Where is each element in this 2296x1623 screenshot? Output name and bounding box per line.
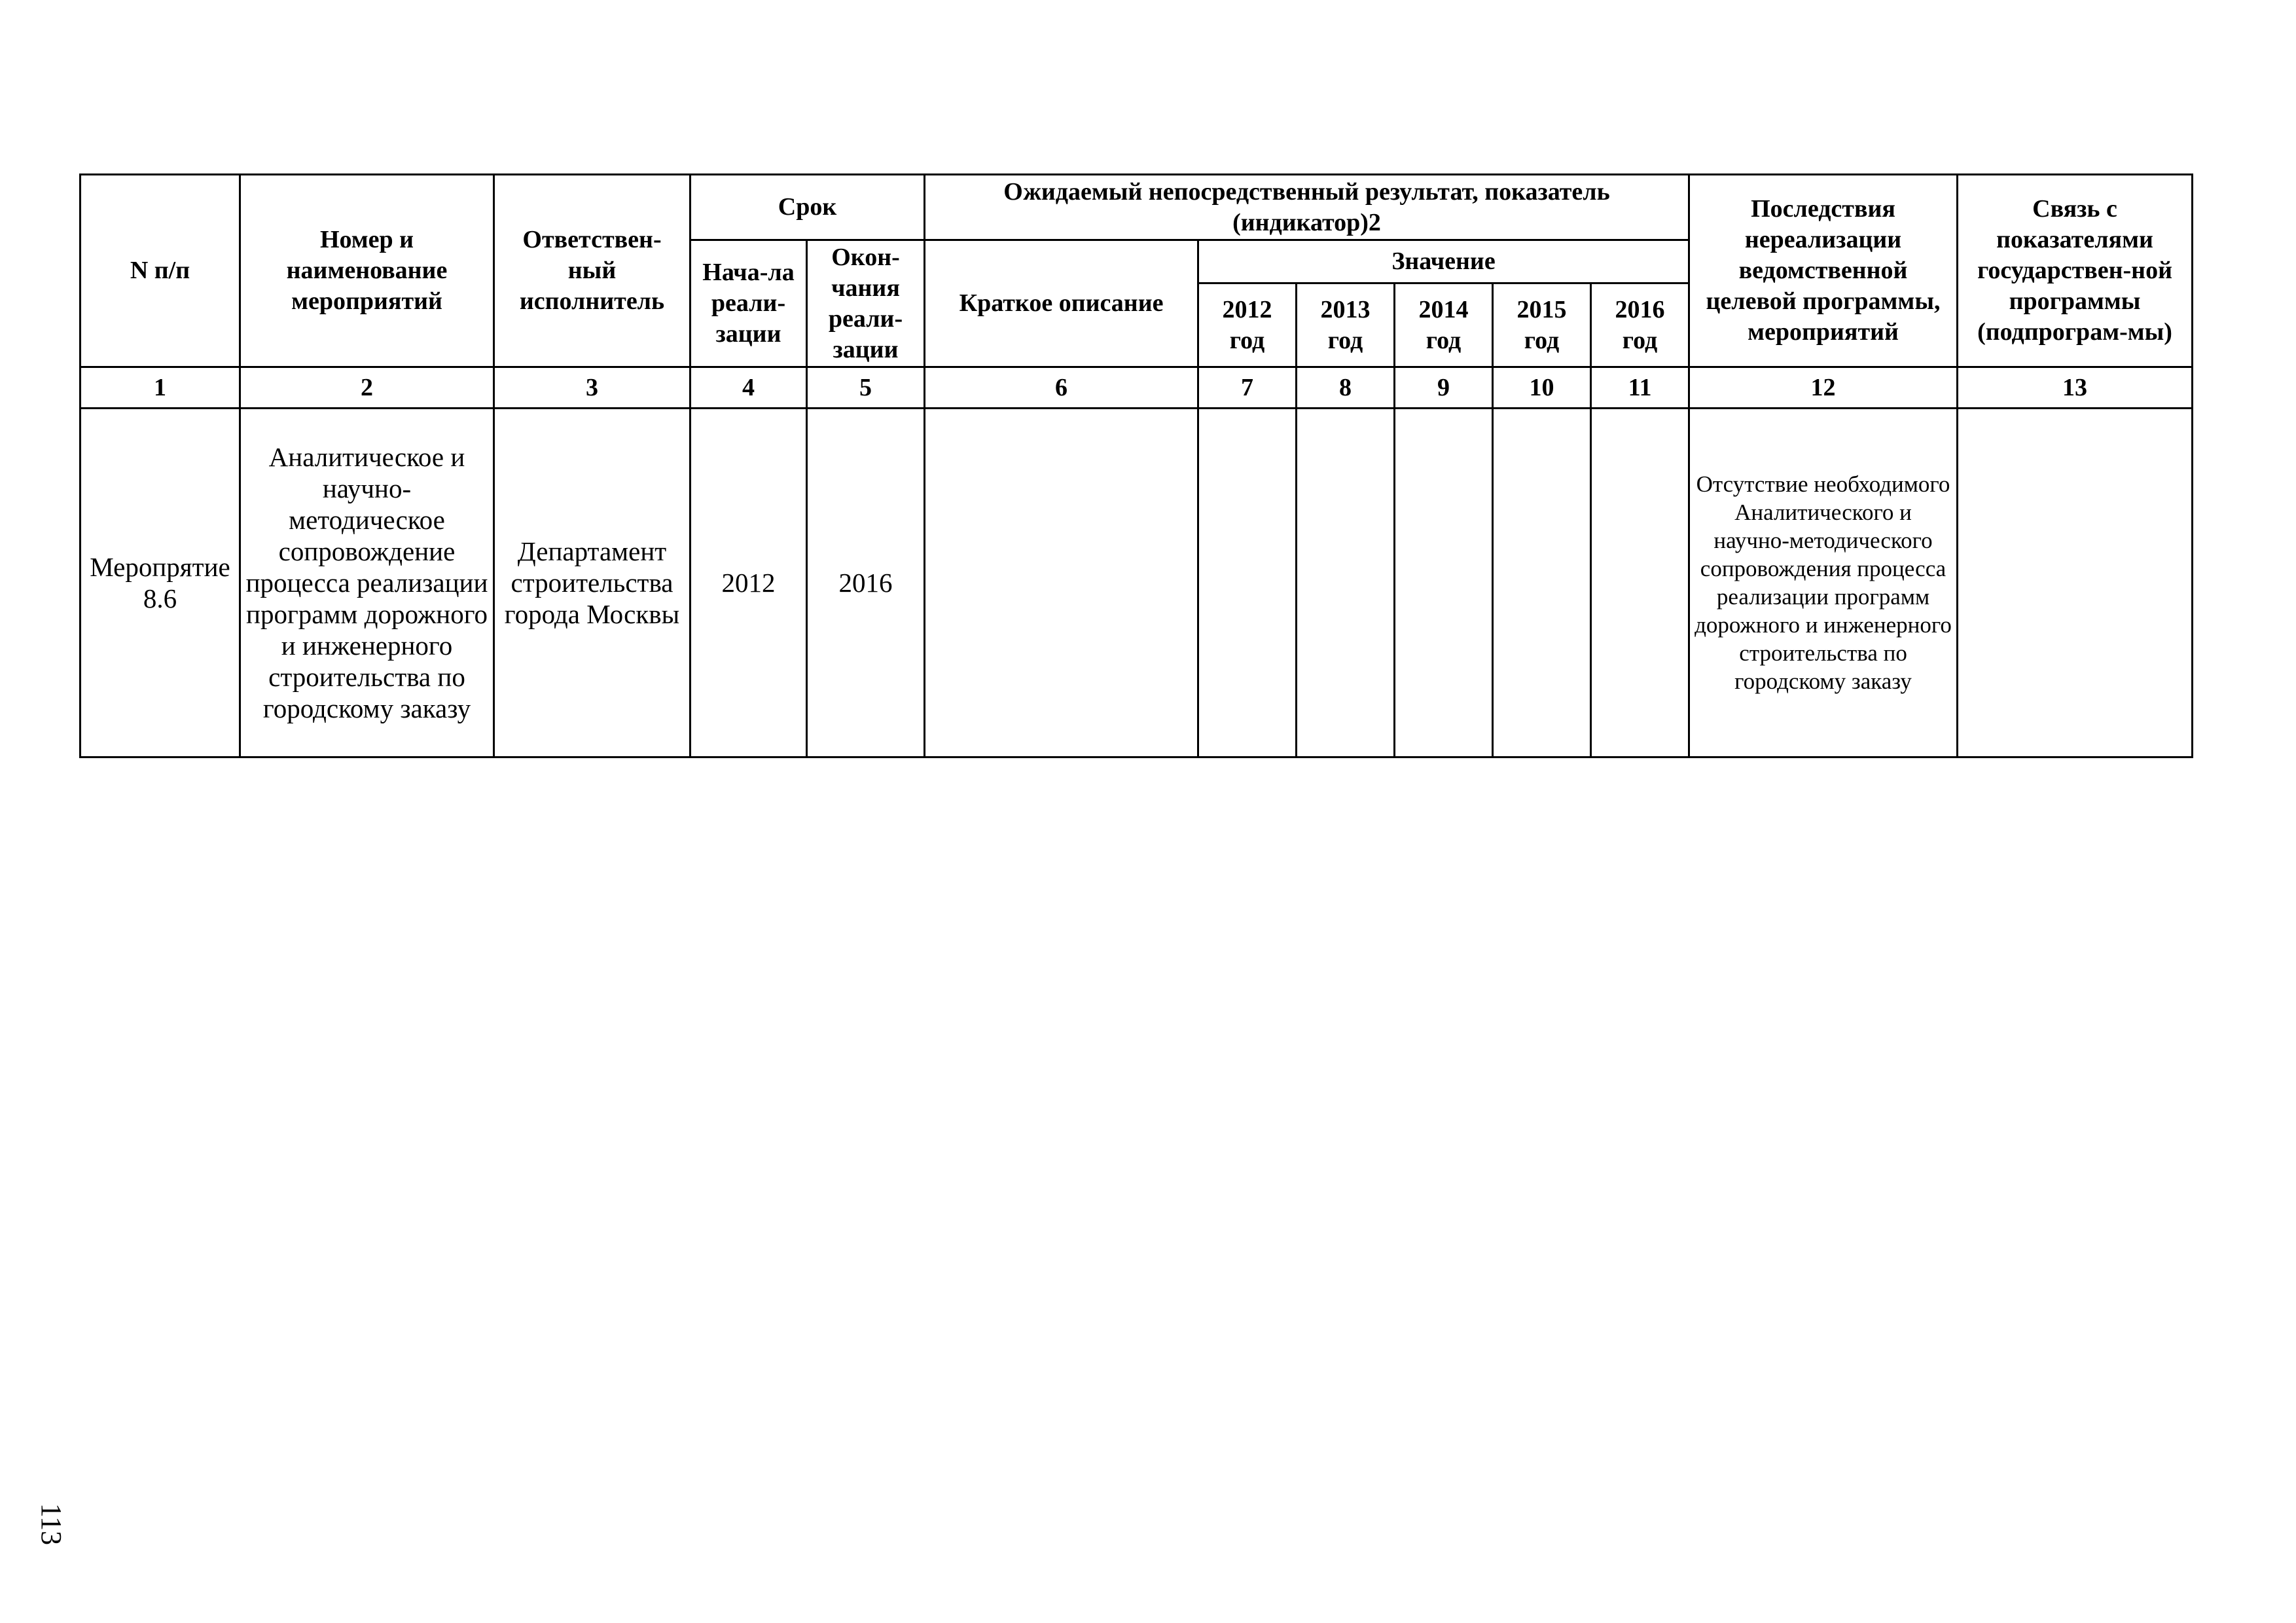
header-year: 2016 год [1591, 283, 1689, 367]
row-value [1297, 409, 1395, 757]
column-number: 10 [1493, 367, 1591, 409]
row-value [1493, 409, 1591, 757]
header-expected-result: Ожидаемый непосредственный результат, показатель (индикатор)2 [925, 175, 1689, 240]
row-value [1591, 409, 1689, 757]
column-number: 1 [81, 367, 240, 409]
header-responsible: Ответствен-ный исполнитель [494, 175, 691, 367]
header-year: 2014 год [1395, 283, 1493, 367]
row-name: Аналитическое и научно-методическое сопровождение процесса реализации программ дорожного и инженерного строительства по городскому заказу [240, 409, 494, 757]
header-consequences: Последствия нереализации ведомственной целевой программы, мероприятий [1689, 175, 1958, 367]
column-number: 6 [925, 367, 1198, 409]
column-number: 11 [1591, 367, 1689, 409]
row-value [1395, 409, 1493, 757]
header-value: Значение [1198, 240, 1689, 283]
row-end: 2016 [807, 409, 925, 757]
page-number: 113 [35, 1503, 67, 1546]
column-number: 9 [1395, 367, 1493, 409]
row-link [1958, 409, 2193, 757]
column-number: 13 [1958, 367, 2193, 409]
column-number: 5 [807, 367, 925, 409]
column-number: 7 [1198, 367, 1297, 409]
column-number: 8 [1297, 367, 1395, 409]
header-short-description: Краткое описание [925, 240, 1198, 367]
header-num: N п/п [81, 175, 240, 367]
row-responsible: Департамент строительства города Москвы [494, 409, 691, 757]
header-term-start: Нача-ла реали-зации [691, 240, 807, 367]
table-row [81, 409, 2193, 757]
header-term-end: Окон-чания реали-зации [807, 240, 925, 367]
column-number-row [81, 367, 2193, 409]
header-year: 2013 год [1297, 283, 1395, 367]
column-number: 2 [240, 367, 494, 409]
header-link: Связь с показателями государствен-ной программы (подпрограм-мы) [1958, 175, 2193, 367]
row-short-description [925, 409, 1198, 757]
measures-table [79, 173, 2193, 758]
row-consequences: Отсутствие необходимого Аналитического и научно-методического сопровождения процесса реализации программ дорожного и инженерного строительства по городскому заказу [1689, 409, 1958, 757]
row-start: 2012 [691, 409, 807, 757]
header-year: 2012 год [1198, 283, 1297, 367]
row-num: Меропрятие 8.6 [81, 409, 240, 757]
header-term: Срок [691, 175, 925, 240]
column-number: 4 [691, 367, 807, 409]
column-number: 12 [1689, 367, 1958, 409]
row-value [1198, 409, 1297, 757]
header-year: 2015 год [1493, 283, 1591, 367]
column-number: 3 [494, 367, 691, 409]
header-name: Номер и наименование мероприятий [240, 175, 494, 367]
